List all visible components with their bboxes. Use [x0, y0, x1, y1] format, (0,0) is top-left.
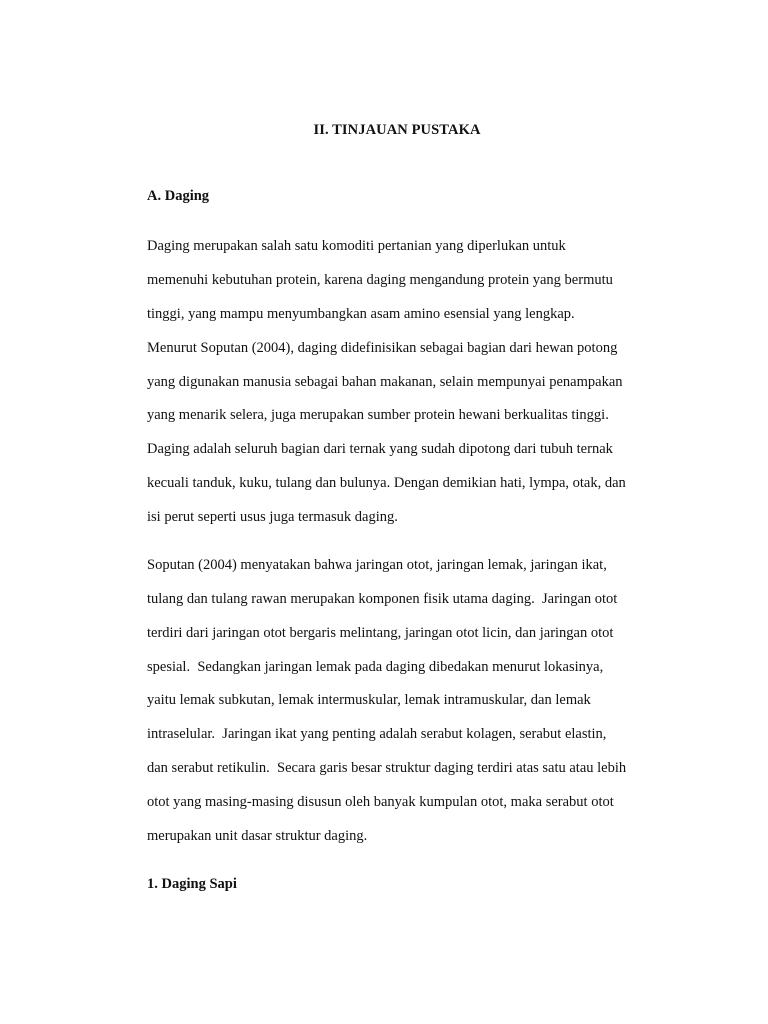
subsection-1-heading: 1. Daging Sapi [147, 876, 237, 892]
paragraph-line: yang digunakan manusia sebagai bahan makanan, selain mempunyai penampakan [147, 374, 623, 390]
paragraph-line: Daging merupakan salah satu komoditi pertanian yang diperlukan untuk [147, 238, 566, 254]
paragraph-line: Daging adalah seluruh bagian dari ternak yang sudah dipotong dari tubuh ternak [147, 441, 613, 457]
paragraph-line: tulang dan tulang rawan merupakan komponen fisik utama daging. Jaringan otot [147, 591, 618, 607]
paragraph-line: otot yang masing-masing disusun oleh banyak kumpulan otot, maka serabut otot [147, 794, 614, 810]
paragraph-line: tinggi, yang mampu menyumbangkan asam amino esensial yang lengkap. [147, 306, 575, 322]
paragraph-line: Menurut Soputan (2004), daging didefinisikan sebagai bagian dari hewan potong [147, 340, 618, 356]
paragraph-line: terdiri dari jaringan otot bergaris melintang, jaringan otot licin, dan jaringan otot [147, 625, 614, 641]
paragraph-line: kecuali tanduk, kuku, tulang dan bulunya. Dengan demikian hati, lympa, otak, dan [147, 475, 626, 491]
page-title: II. TINJAUAN PUSTAKA [313, 122, 481, 138]
paragraph-line: dan serabut retikulin. Secara garis besar struktur daging terdiri atas satu atau lebih [147, 760, 627, 776]
paragraph-line: memenuhi kebutuhan protein, karena daging mengandung protein yang bermutu [147, 272, 613, 288]
paragraph-line: intraselular. Jaringan ikat yang penting adalah serabut kolagen, serabut elastin, [147, 726, 607, 742]
paragraph-line: isi perut seperti usus juga termasuk daging. [147, 509, 398, 525]
paragraph-line: Soputan (2004) menyatakan bahwa jaringan otot, jaringan lemak, jaringan ikat, [147, 557, 607, 573]
paragraph-line: yaitu lemak subkutan, lemak intermuskular, lemak intramuskular, dan lemak [147, 692, 591, 708]
paragraph-line: spesial. Sedangkan jaringan lemak pada daging dibedakan menurut lokasinya, [147, 659, 604, 675]
section-a-heading: A. Daging [147, 188, 210, 204]
paragraph-line: merupakan unit dasar struktur daging. [147, 828, 368, 844]
paragraph-line: yang menarik selera, juga merupakan sumber protein hewani berkualitas tinggi. [147, 407, 609, 423]
